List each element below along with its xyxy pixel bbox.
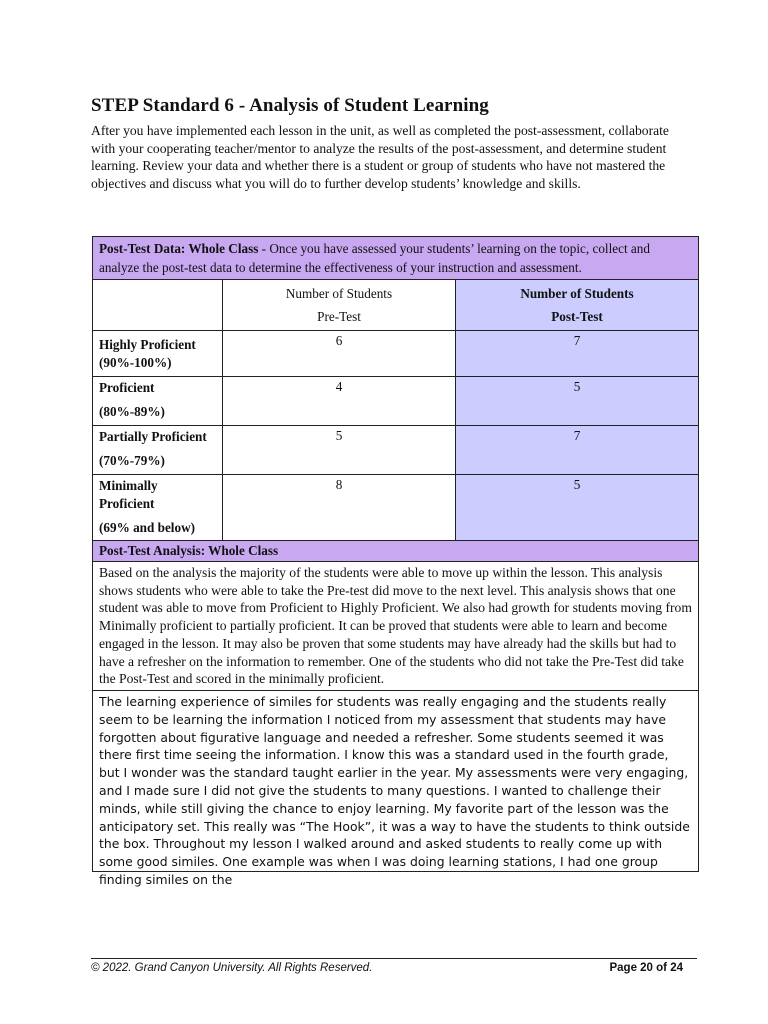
table-row (93, 475, 699, 541)
empty-header-cell (93, 280, 223, 331)
analysis-paragraph-2: The learning experience of similes for students was really engaging and the students really seem to be learning the information I noticed from my assessment that students may have forgotten about figurative language and needed a refresher. Some students seemed it was there first time seeing the information. I know this was a standard used in the fourth grade, but I wonder was the standard taught earlier in the year. My assessments were very engaging, and I made sure I did not give the students to many questions. I wanted to challenge their minds, while still giving the chance to enjoy learning. My favorite part of the lesson was the anticipatory set. This really was “The Hook”, it was a way to have the students to think outside the box. Throughout my lesson I walked around and asked students to really come up with some good similes. One example was when I was doing learning stations, I had one group finding similes on the (99, 693, 690, 887)
table-row (93, 426, 699, 475)
post-test-data-heading: Post-Test Data: Whole Class (99, 241, 259, 256)
pre-test-count: 4 (223, 377, 456, 426)
copyright-notice: © 2022. Grand Canyon University. All Rights Reserved. (91, 962, 373, 974)
row-label-minimally-proficient (93, 475, 223, 541)
column-header-row (93, 280, 699, 331)
post-test-count: 5 (456, 377, 699, 426)
pre-test-header-line1: Number of Students (285, 286, 393, 301)
table-row (93, 331, 699, 377)
table-row (93, 377, 699, 426)
row-label-line1: Proficient (99, 380, 155, 395)
post-test-header-line1: Number of Students (520, 286, 634, 301)
row-label-line1: Highly Proficient (99, 337, 196, 352)
analysis-row (93, 562, 699, 691)
footer-divider (91, 958, 697, 959)
analysis-header-row (93, 541, 699, 562)
pre-test-header-line2: Pre-Test (317, 309, 361, 324)
analysis-row (93, 690, 699, 871)
post-test-count: 5 (456, 475, 699, 541)
row-label-line2: (80%-89%) (99, 404, 165, 419)
post-test-data-header (93, 237, 699, 280)
intro-paragraph: After you have implemented each lesson in the unit, as well as completed the post-assessment, collaborate with your cooperating teacher/mentor to analyze the results of the post-assessment, and determine student learning. Review your data and whether there is a student or group of students who have not mastered the objectives and discuss what you will do to further develop students’ knowledge and skills. (91, 123, 669, 191)
page-number: Page 20 of 24 (609, 962, 683, 974)
analysis-cell-2 (93, 690, 699, 887)
post-test-count: 7 (456, 426, 699, 475)
post-test-header-line2: Post-Test (551, 309, 603, 324)
pre-test-count: 5 (223, 426, 456, 475)
row-label-line1: Minimally (99, 478, 158, 493)
post-test-data-table (92, 236, 699, 887)
pre-test-count: 6 (223, 331, 456, 377)
post-test-count: 7 (456, 331, 699, 377)
row-label-line1b: Proficient (99, 496, 155, 511)
row-label-line1: Partially Proficient (99, 429, 207, 444)
post-test-column-header (456, 280, 699, 331)
document-title: STEP Standard 6 - Analysis of Student Learning (91, 95, 489, 116)
table-header-row (93, 237, 699, 280)
row-label-line2: (70%-79%) (99, 453, 165, 468)
row-label-highly-proficient (93, 331, 223, 377)
post-test-analysis-header: Post-Test Analysis: Whole Class (93, 541, 699, 562)
row-label-proficient (93, 377, 223, 426)
row-label-partially-proficient (93, 426, 223, 475)
row-label-line2: (90%-100%) (99, 355, 172, 370)
pre-test-count: 8 (223, 475, 456, 541)
post-test-data-instructions: - Once you have assessed your students’ learning on the topic, collect and analyze the post-test data to determine the effectiveness of your instruction and assessment. (99, 241, 650, 275)
pre-test-column-header (223, 280, 456, 331)
analysis-paragraph-1: Based on the analysis the majority of the students were able to move up within the lesson. This analysis shows students who were able to take the Pre-test did move to the next level. This analysis shows that one student was able to move from Proficient to Highly Proficient. We also had growth for students moving from Minimally proficient to partially proficient. It can be proved that students were able to learn and become engaged in the lesson. It may also be proven that some students may have already had the skills but had to have a refresher on the information to remember. One of the students who did not take the Pre-Test did take the Post-Test and scored in the minimally proficient. (93, 562, 699, 691)
row-label-line2: (69% and below) (99, 520, 195, 535)
